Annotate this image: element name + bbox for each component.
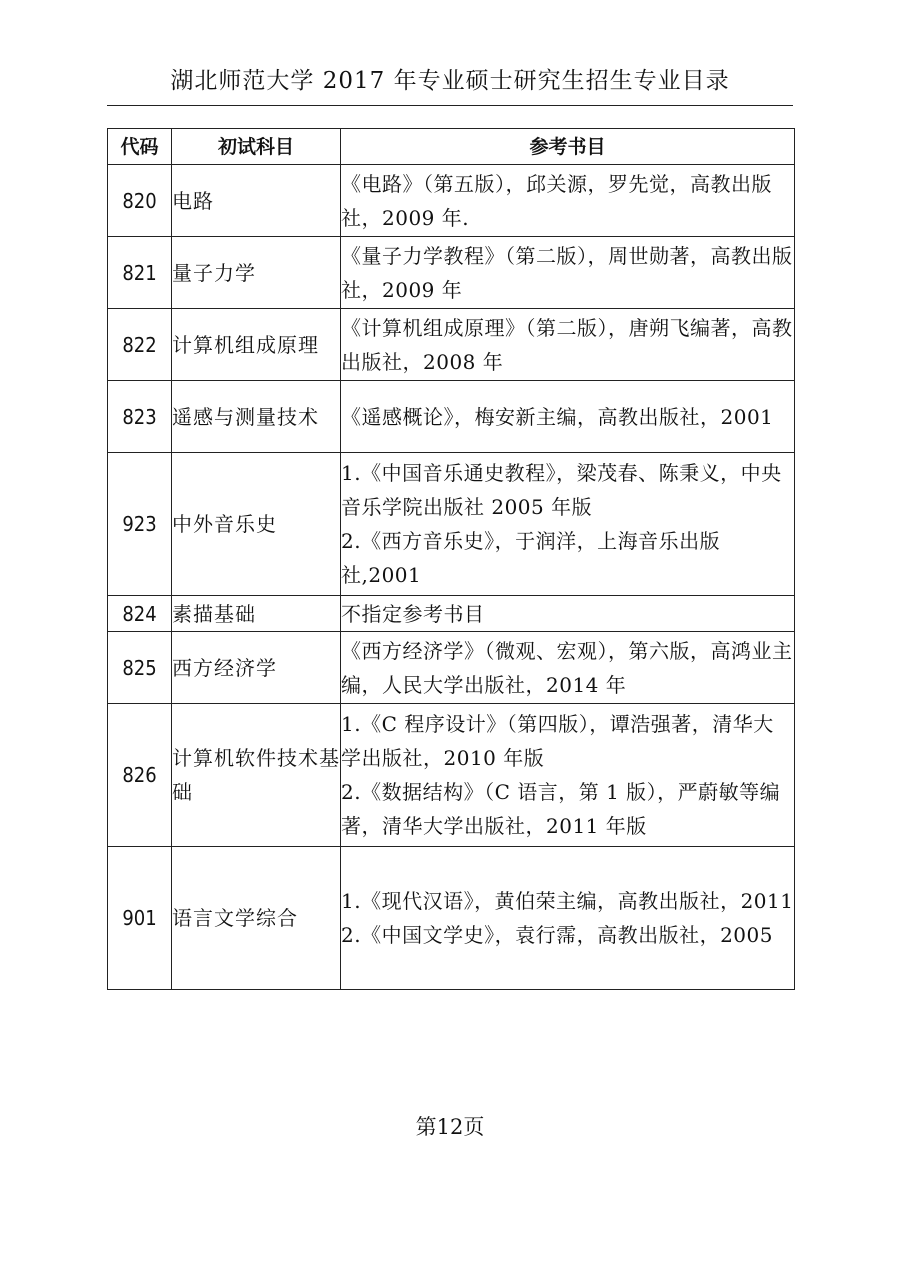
reference-item: 《量子力学教程》（第二版），周世勋著，高教出版社，2009 年	[341, 243, 793, 302]
table-row	[108, 309, 795, 381]
reference-item: 《电路》（第五版），邱关源，罗先觉，高教出版社，2009 年.	[341, 171, 772, 230]
row-code: 826	[108, 704, 172, 847]
row-code: 923	[108, 453, 172, 596]
row-references	[341, 165, 795, 237]
reference-item: 《计算机组成原理》（第二版），唐朔飞编著，高教出版社，2008 年	[341, 315, 793, 374]
reference-item: 1.《中国音乐通史教程》，梁茂春、陈秉义，中央音乐学院出版社 2005 年版	[341, 461, 782, 519]
table-row	[108, 704, 795, 847]
row-subject: 语言文学综合	[172, 847, 341, 990]
reference-item: 2.《中国文学史》，袁行霈，高教出版社，2005	[341, 923, 773, 947]
reference-item: 2.《数据结构》（C 语言，第 1 版），严蔚敏等编著，清华大学出版社，2011 年版	[341, 780, 781, 838]
row-subject: 遥感与测量技术	[172, 381, 341, 453]
table-row	[108, 453, 795, 596]
header-rule	[107, 105, 793, 106]
table-row	[108, 632, 795, 704]
reference-item: 《遥感概论》，梅安新主编，高教出版社，2001	[341, 404, 774, 429]
catalog-table	[107, 128, 795, 990]
reference-item: 2.《西方音乐史》，于润洋，上海音乐出版社,2001	[341, 529, 721, 587]
reference-item: 1.《C 程序设计》（第四版），谭浩强著，清华大学出版社，2010 年版	[341, 712, 774, 770]
row-subject: 计算机软件技术基础	[172, 704, 341, 847]
row-subject: 计算机组成原理	[172, 309, 341, 381]
row-subject: 西方经济学	[172, 632, 341, 704]
reference-item: 不指定参考书目	[341, 601, 485, 626]
row-references	[341, 847, 795, 990]
column-header-references: 参考书目	[341, 129, 795, 165]
table-header-row	[108, 129, 795, 165]
row-code: 820	[108, 165, 172, 237]
table-row	[108, 381, 795, 453]
row-subject: 素描基础	[172, 596, 341, 632]
table-row	[108, 237, 795, 309]
row-code: 825	[108, 632, 172, 704]
reference-item: 1.《现代汉语》，黄伯荣主编，高教出版社，2011	[341, 889, 794, 913]
row-references	[341, 596, 795, 632]
row-subject: 中外音乐史	[172, 453, 341, 596]
row-code: 822	[108, 309, 172, 381]
row-code: 821	[108, 237, 172, 309]
row-subject: 量子力学	[172, 237, 341, 309]
row-references	[341, 704, 795, 847]
table-row	[108, 596, 795, 632]
row-references	[341, 237, 795, 309]
page-number: 第12页	[415, 1115, 485, 1139]
page-title: 湖北师范大学 2017 年专业硕士研究生招生专业目录	[170, 68, 730, 94]
row-code: 901	[108, 847, 172, 990]
row-references	[341, 453, 795, 596]
row-references	[341, 632, 795, 704]
row-code: 823	[108, 381, 172, 453]
table-row	[108, 847, 795, 990]
column-header-subject: 初试科目	[172, 129, 341, 165]
row-references	[341, 381, 795, 453]
row-references	[341, 309, 795, 381]
reference-item: 《西方经济学》（微观、宏观），第六版，高鸿业主编，人民大学出版社，2014 年	[341, 638, 793, 697]
row-code: 824	[108, 596, 172, 632]
table-row	[108, 165, 795, 237]
row-subject: 电路	[172, 165, 341, 237]
column-header-code: 代码	[108, 129, 172, 165]
